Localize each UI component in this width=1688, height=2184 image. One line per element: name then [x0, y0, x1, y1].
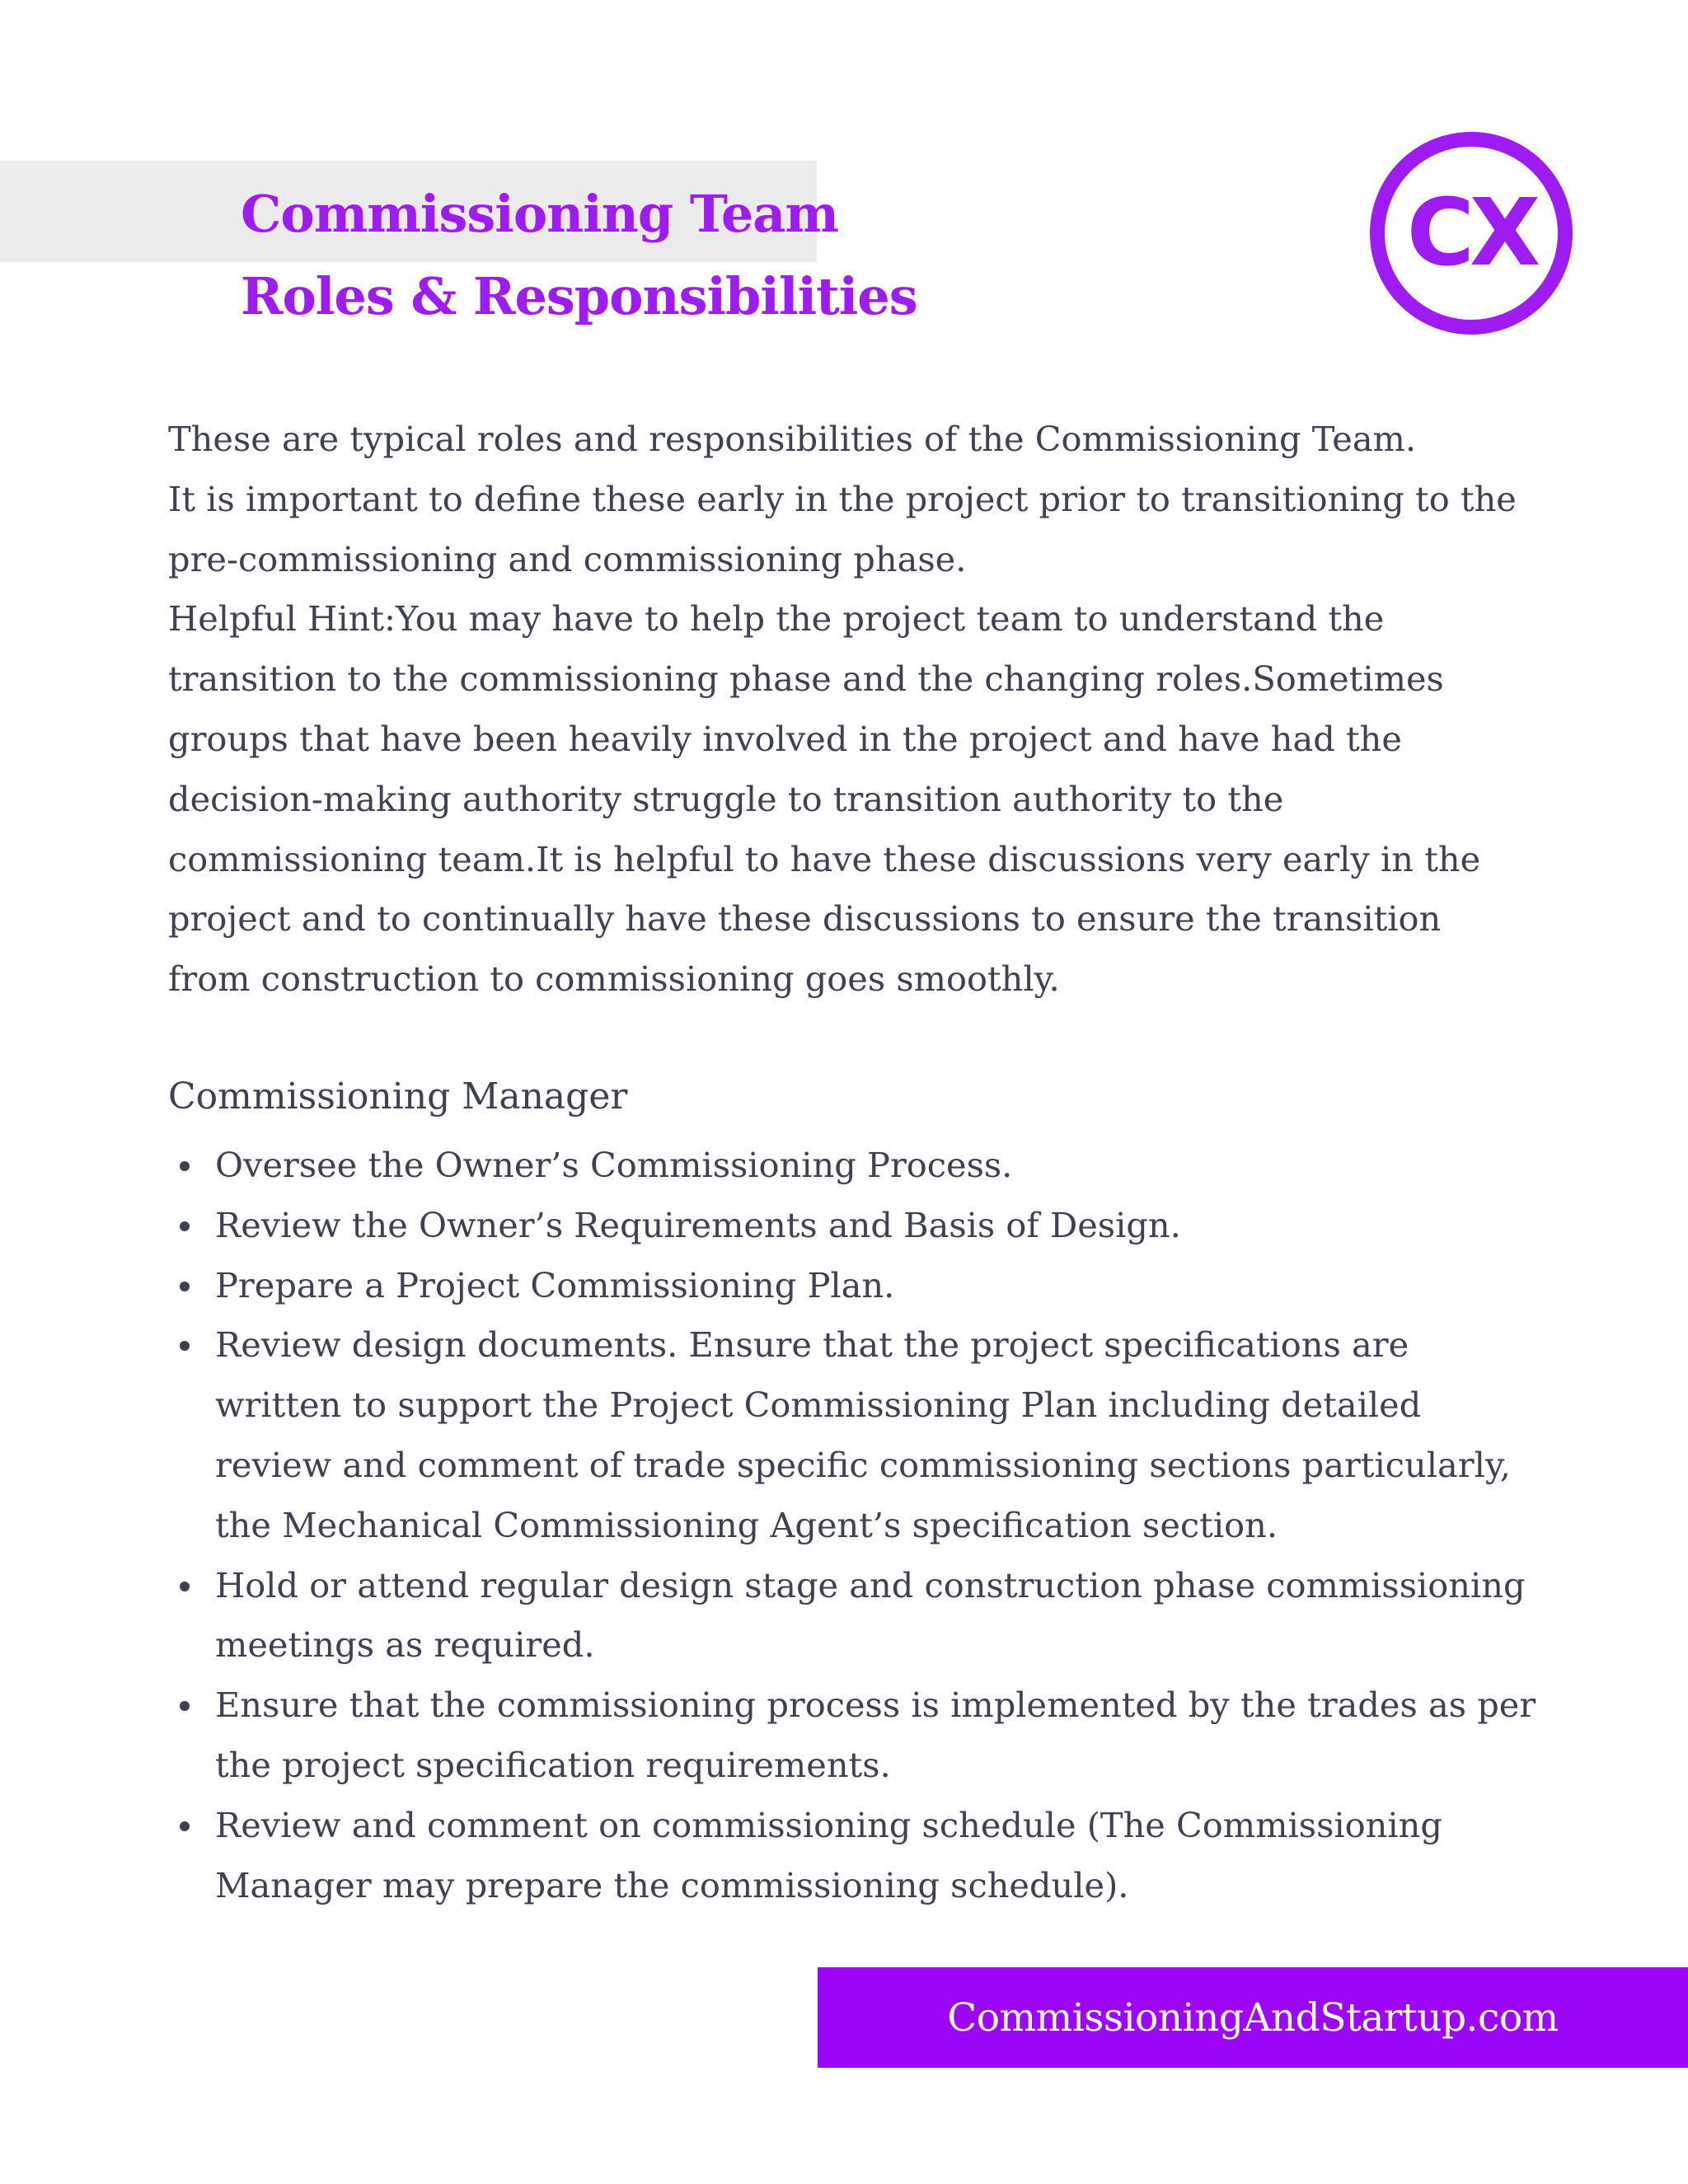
cx-logo [1370, 132, 1573, 335]
intro-line: transition to the commissioning phase and the changing roles.Sometimes [168, 658, 1444, 700]
bullet-icon [180, 1221, 190, 1231]
bullet-icon [180, 1161, 190, 1171]
intro-paragraph [168, 410, 1569, 1010]
list-item [168, 1556, 1569, 1676]
intro-line: It is important to define these early in the project prior to transitioning to the [168, 478, 1517, 519]
intro-line: from construction to commissioning goes smoothly. [168, 958, 1060, 1000]
list-item-text: the project specification requirements. [215, 1744, 891, 1785]
bullet-icon [180, 1821, 190, 1831]
responsibility-list [168, 1136, 1569, 1915]
list-item-text: Review design documents. Ensure that the project specifications are [215, 1324, 1409, 1366]
intro-line: These are typical roles and responsibilities of the Commissioning Team. [168, 419, 1417, 459]
intro-line: groups that have been heavily involved in the project and have had the [168, 718, 1402, 759]
intro-line: project and to continually have these discussions to ensure the transition [168, 898, 1442, 940]
list-item-text: Manager may prepare the commissioning schedule). [215, 1864, 1129, 1905]
bullet-icon [180, 1582, 190, 1591]
list-item [168, 1315, 1569, 1555]
title-line-1: Commissioning Team [241, 184, 839, 244]
list-item-text: Prepare a Project Commissioning Plan. [215, 1264, 895, 1305]
list-item [168, 1675, 1569, 1796]
logo-text: CX [1406, 180, 1536, 287]
list-item-text: the Mechanical Commissioning Agent’s specification section. [215, 1504, 1278, 1545]
bullet-icon [180, 1282, 190, 1291]
list-item-text: meetings as required. [215, 1624, 595, 1666]
list-item-text: Oversee the Owner’s Commissioning Process. [215, 1145, 1013, 1185]
list-item [168, 1196, 1569, 1256]
intro-line: pre-commissioning and commissioning phase. [168, 538, 967, 579]
title-line-2: Roles & Responsibilities [241, 266, 917, 326]
list-item [168, 1796, 1569, 1916]
intro-line: commissioning team.It is helpful to have these discussions very early in the [168, 838, 1481, 879]
list-item-text: Review the Owner’s Requirements and Basis of Design. [215, 1204, 1181, 1245]
list-item-text: Review and comment on commissioning schedule (The Commissioning [215, 1804, 1442, 1845]
intro-line: Helpful Hint:You may have to help the project team to understand the [168, 598, 1385, 640]
page-title [241, 173, 917, 338]
website-link[interactable]: CommissioningAndStartup.com [947, 1994, 1559, 2041]
list-item-text: review and comment of trade specific commissioning sections particularly, [215, 1444, 1511, 1485]
bullet-icon [180, 1701, 190, 1711]
website-banner [818, 1967, 1688, 2068]
list-item-text: Hold or attend regular design stage and construction phase commissioning [215, 1564, 1526, 1605]
list-item [168, 1136, 1569, 1196]
list-item-text: Ensure that the commissioning process is implemented by the trades as per [215, 1685, 1536, 1726]
section-heading: Commissioning Manager [168, 1076, 628, 1118]
intro-line: decision-making authority struggle to transition authority to the [168, 778, 1284, 819]
list-item-text: written to support the Project Commissioning Plan including detailed [215, 1385, 1422, 1426]
bullet-icon [180, 1341, 190, 1351]
list-item [168, 1256, 1569, 1316]
